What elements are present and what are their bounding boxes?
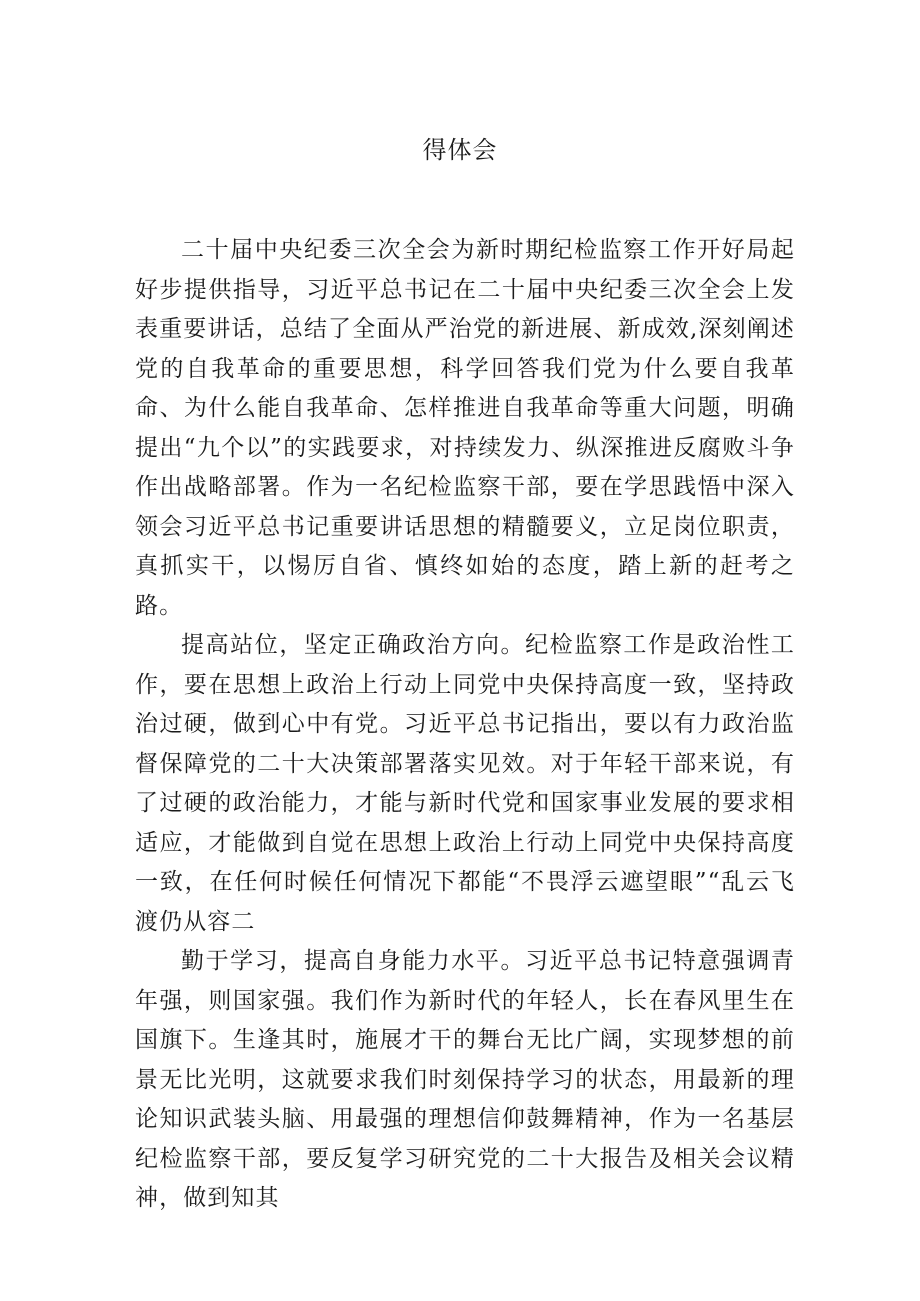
document-body [135, 231, 795, 1219]
paragraph-learning: 勤于学习，提高自身能力水平。习近平总书记特意强调青年强，则国家强。我们作为新时代的年轻人，长在春风里生在国旗下。生逢其时，施展才干的舞台无比广阔，实现梦想的前景无比光明，这就要求我们时刻保持学习的状态，用最新的理论知识武装头脑、用最强的理想信仰鼓舞精神，作为一名基层纪检监察干部，要反复学习研究党的二十大报告及相关会议精神，做到知其 [135, 948, 795, 1211]
paragraph-political-direction: 提高站位，坚定正确政治方向。纪检监察工作是政治性工作，要在思想上政治上行动上同党中央保持高度一致，坚持政治过硬，做到心中有党。习近平总书记指出，要以有力政治监督保障党的二十大决策部署落实见效。对于年轻干部来说，有了过硬的政治能力，才能与新时代党和国家事业发展的要求相适应，才能做到自觉在思想上政治上行动上同党中央保持高度一致，在任何时候任何情况下都能“不畏浮云遮望眼”“乱云飞渡仍从容二 [135, 632, 795, 935]
document-title: 得体会 [422, 136, 498, 164]
paragraph-intro: 二十届中央纪委三次全会为新时期纪检监察工作开好局起好步提供指导，习近平总书记在二十届中央纪委三次全会上发表重要讲话，总结了全面从严治党的新进展、新成效,深刻阐述党的自我革命的重要思想，科学回答我们党为什么要自我革命、为什么能自我革命、怎样推进自我革命等重大问题，明确提出“九个以”的实践要求，对持续发力、纵深推进反腐败斗争作出战略部署。作为一名纪检监察干部，要在学思践悟中深入领会习近平总书记重要讲话思想的精髓要义，立足岗位职责，真抓实干，以惕厉自省、慎终如始的态度，踏上新的赶考之路。 [135, 237, 795, 619]
